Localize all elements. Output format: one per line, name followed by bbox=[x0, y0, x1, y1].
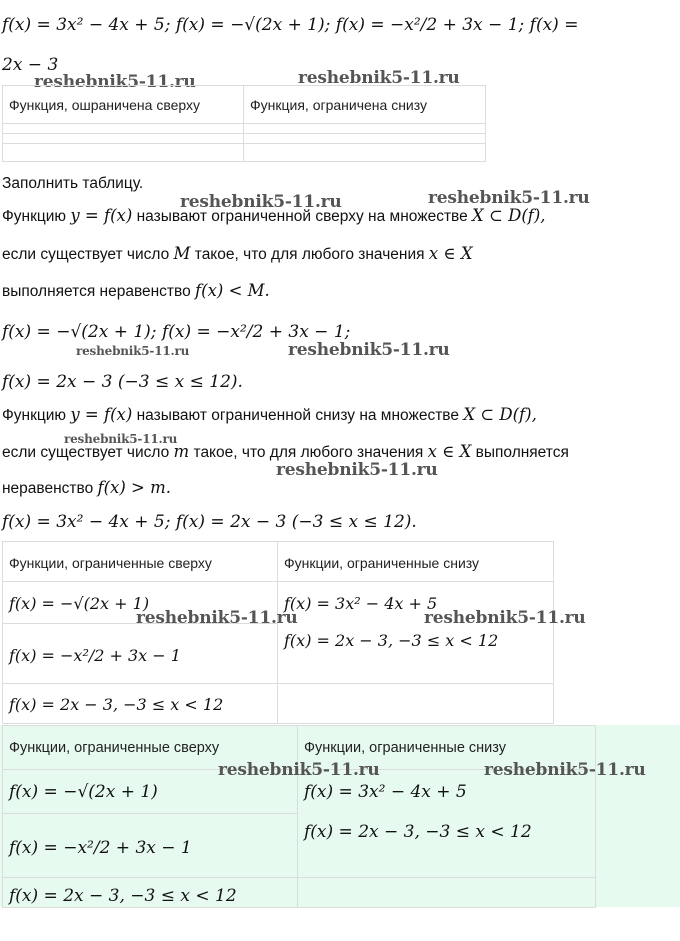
watermark: reshebnik5-11.ru bbox=[484, 760, 646, 780]
def-math: f(x) < M. bbox=[195, 281, 270, 300]
def-text: выполняется bbox=[475, 444, 569, 461]
watermark: reshebnik5-11.ru bbox=[136, 608, 298, 628]
empty-cell bbox=[244, 144, 486, 162]
def-text: такое, что для любого значения bbox=[193, 444, 424, 461]
def-text: неравенство bbox=[2, 480, 94, 497]
upper-funcs-line-1: f(x) = −√(2x + 1); f(x) = −x²/2 + 3x − 1; bbox=[2, 322, 351, 342]
watermark: reshebnik5-11.ru bbox=[276, 460, 438, 480]
def-lower-line-3 bbox=[2, 478, 171, 498]
answer-cell bbox=[278, 582, 554, 684]
watermark: reshebnik5-11.ru bbox=[298, 68, 460, 88]
task-line-1: f(x) = 3x² − 4x + 5; f(x) = −√(2x + 1); f(x) = −x²/2 + 3x − 1; f(x) = bbox=[2, 15, 579, 35]
empty-table-header-lower: Функция, ограничена снизу bbox=[244, 86, 486, 124]
def-text: выполняется неравенство bbox=[2, 283, 191, 300]
def-text: Функцию bbox=[2, 407, 67, 424]
task-line-2: 2x − 3 bbox=[2, 55, 59, 75]
empty-table bbox=[2, 85, 486, 162]
def-math: X ⊂ D(f), bbox=[472, 206, 546, 225]
def-math: M bbox=[173, 244, 191, 263]
def-text: называют ограниченной снизу на множестве bbox=[136, 407, 459, 424]
watermark: reshebnik5-11.ru bbox=[218, 760, 380, 780]
def-math: y = f(x) bbox=[70, 405, 133, 424]
green-header-upper: Функции, ограниченные сверху bbox=[3, 726, 298, 770]
watermark: reshebnik5-11.ru bbox=[180, 192, 342, 212]
watermark: reshebnik5-11.ru bbox=[428, 188, 590, 208]
def-math: x ∈ X bbox=[427, 442, 472, 461]
def-text: Функцию bbox=[2, 208, 67, 225]
watermark: reshebnik5-11.ru bbox=[34, 72, 196, 92]
def-math: X ⊂ D(f), bbox=[463, 405, 537, 424]
empty-cell bbox=[278, 684, 554, 724]
def-upper-line-1 bbox=[2, 206, 546, 226]
answer-cell-line: f(x) = 3x² − 4x + 5 bbox=[284, 594, 438, 613]
def-lower-line-2 bbox=[2, 442, 569, 462]
answer-table bbox=[2, 541, 554, 724]
answer-header-lower: Функции, ограниченные снизу bbox=[278, 542, 554, 582]
empty-cell bbox=[244, 124, 486, 134]
answer-table-green bbox=[2, 725, 596, 908]
def-text: такое, что для любого значения bbox=[194, 246, 425, 263]
def-math: y = f(x) bbox=[70, 206, 133, 225]
answer-header-upper: Функции, ограниченные сверху bbox=[3, 542, 278, 582]
def-upper-line-2 bbox=[2, 244, 473, 264]
green-cell-line: f(x) = 3x² − 4x + 5 bbox=[304, 782, 467, 802]
empty-cell bbox=[3, 124, 244, 134]
green-cell: f(x) = 2x − 3, −3 ≤ x < 12 bbox=[3, 878, 298, 908]
answer-cell: f(x) = −√(2x + 1) bbox=[3, 582, 278, 624]
green-cell-line: f(x) = 2x − 3, −3 ≤ x < 12 bbox=[304, 822, 532, 842]
answer-cell-line: f(x) = 2x − 3, −3 ≤ x < 12 bbox=[284, 631, 499, 650]
green-cell: f(x) = −√(2x + 1) bbox=[3, 770, 298, 814]
def-text: если существует число bbox=[2, 444, 170, 461]
def-math: m bbox=[173, 442, 190, 461]
green-header-lower: Функции, ограниченные снизу bbox=[298, 726, 596, 770]
def-math: f(x) > m. bbox=[97, 478, 172, 497]
green-cell bbox=[298, 770, 596, 878]
answer-cell: f(x) = 2x − 3, −3 ≤ x < 12 bbox=[3, 684, 278, 724]
empty-cell bbox=[244, 134, 486, 144]
answer-cell: f(x) = −x²/2 + 3x − 1 bbox=[3, 624, 278, 684]
def-text: если существует число bbox=[2, 246, 170, 263]
upper-funcs-line-2: f(x) = 2x − 3 (−3 ≤ x ≤ 12). bbox=[2, 372, 243, 392]
watermark: reshebnik5-11.ru bbox=[288, 340, 450, 360]
empty-table-header-upper: Функция, ошраничена сверху bbox=[3, 86, 244, 124]
instruction: Заполнить таблицу. bbox=[2, 175, 144, 192]
watermark: reshebnik5-11.ru bbox=[76, 344, 190, 358]
green-cell: f(x) = −x²/2 + 3x − 1 bbox=[3, 814, 298, 878]
def-upper-line-3 bbox=[2, 281, 270, 301]
def-text: называют ограниченной сверху на множестве bbox=[136, 208, 468, 225]
empty-cell bbox=[3, 134, 244, 144]
def-lower-line-1 bbox=[2, 405, 537, 425]
lower-funcs-line-1: f(x) = 3x² − 4x + 5; f(x) = 2x − 3 (−3 ≤ x ≤ 12). bbox=[2, 512, 417, 532]
watermark: reshebnik5-11.ru bbox=[424, 608, 586, 628]
def-math: x ∈ X bbox=[428, 244, 473, 263]
watermark: reshebnik5-11.ru bbox=[64, 432, 178, 446]
empty-cell bbox=[3, 144, 244, 162]
empty-cell bbox=[298, 878, 596, 908]
